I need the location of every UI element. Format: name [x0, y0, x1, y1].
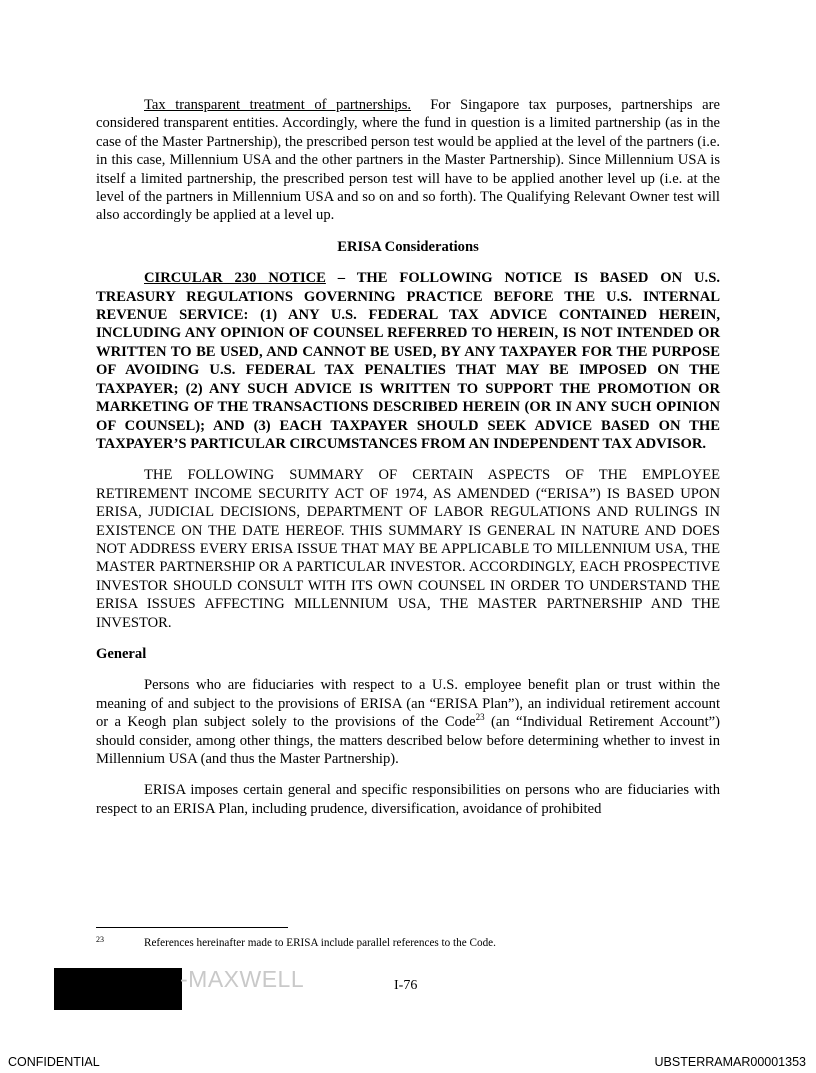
- general-text-after: (an “Individual Retirement Account”) should consider, among other things, the matters described below before determining whether to invest in Millennium USA (and thus the Master Partnership).: [96, 714, 720, 767]
- section-title: ERISA Considerations: [337, 238, 479, 255]
- general-paragraph: [96, 676, 720, 768]
- document-body: [96, 96, 720, 818]
- page-number: I-76: [394, 978, 418, 993]
- general-heading: General: [96, 645, 147, 662]
- erisa-summary-paragraph: THE FOLLOWING SUMMARY OF CERTAIN ASPECTS OF THE EMPLOYEE RETIREMENT INCOME SECURITY ACT OF 1974, AS AMENDED (“ERISA”) IS BASED UPON ERISA, JUDICIAL DECISIONS, DEPARTMENT OF LABOR REGULATIONS AND RULINGS IN EXISTENCE ON THE DATE HEREOF. THIS SUMMARY IS GENERAL IN NATURE AND DOES NOT ADDRESS EVERY ERISA ISSUE THAT MAY BE APPLICABLE TO MILLENNIUM USA, THE MASTER PARTNERSHIP OR A PARTICULAR INVESTOR. ACCORDINGLY, EACH PROSPECTIVE INVESTOR SHOULD CONSULT WITH ITS OWN COUNSEL IN ORDER TO UNDERSTAND THE ERISA ISSUES AFFECTING MILLENNIUM USA, THE MASTER PARTNERSHIP AND THE INVESTOR.: [96, 467, 720, 631]
- maxwell-stamp: -MAXWELL: [180, 966, 305, 992]
- circular-230-notice: [96, 269, 720, 453]
- partnership-paragraph: [96, 96, 720, 225]
- partnership-lead: Tax transparent treatment of partnerships.: [144, 97, 412, 113]
- bates-number: UBSTERRAMAR00001353: [654, 1055, 806, 1069]
- footnote-number: 23: [96, 935, 104, 944]
- footnote-reference: 23: [475, 712, 485, 723]
- footnote-divider: [96, 927, 288, 928]
- general-text-before: Persons who are fiduciaries with respect to a U.S. employee benefit plan or trust within the meaning of and subject to the provisions of ERISA (an “ERISA Plan”), an individual retirement account or a Keogh plan subject solely to the provisions of the Code: [96, 677, 720, 731]
- circular-text: – THE FOLLOWING NOTICE IS BASED ON U.S. TREASURY REGULATIONS GOVERNING PRACTICE BEFORE THE U.S. INTERNAL REVENUE SERVICE: (1) ANY U.S. FEDERAL TAX ADVICE CONTAINED HEREIN, INCLUDING ANY OPINION OF COUNSEL REFERRED TO HEREIN, IS NOT INTENDED OR WRITTEN TO BE USED, AND CANNOT BE USED, BY ANY TAXPAYER FOR THE PURPOSE OF AVOIDING U.S. FEDERAL TAX PENALTIES THAT MAY BE IMPOSED ON THE TAXPAYER; (2) ANY SUCH ADVICE IS WRITTEN TO SUPPORT THE PROMOTION OR MARKETING OF THE TRANSACTIONS DESCRIBED HEREIN (OR IN ANY SUCH OPINION OF COUNSEL); AND (3) EACH TAXPAYER SHOULD SEEK ADVICE BASED ON THE TAXPAYER’S PARTICULAR CIRCUMSTANCES FROM AN INDEPENDENT TAX ADVISOR.: [96, 270, 720, 452]
- footnote-text: References hereinafter made to ERISA include parallel references to the Code.: [144, 937, 496, 949]
- circular-lead: CIRCULAR 230 NOTICE: [144, 270, 326, 287]
- erisa-responsibilities-paragraph: ERISA imposes certain general and specific responsibilities on persons who are fiduciaries with respect to an ERISA Plan, including prudence, diversification, avoidance of prohibited: [96, 782, 720, 817]
- confidential-label: CONFIDENTIAL: [8, 1055, 100, 1069]
- redaction-box: [54, 968, 182, 1010]
- partnership-text: For Singapore tax purposes, partnerships are considered transparent entities. Accordingly, where the fund in question is a limited partnership (as in the case of the Master Partnership), the prescribed person test would be applied at the level of the partners (i.e. in this case, Millennium USA and the other partners in the Master Partnership). Since Millennium USA is itself a limited partnership, the prescribed person test will have to be applied another level up (i.e. at the level of the partners in Millennium USA and so on and so forth). The Qualifying Relevant Owner test will also accordingly be applied at a level up.: [96, 97, 720, 224]
